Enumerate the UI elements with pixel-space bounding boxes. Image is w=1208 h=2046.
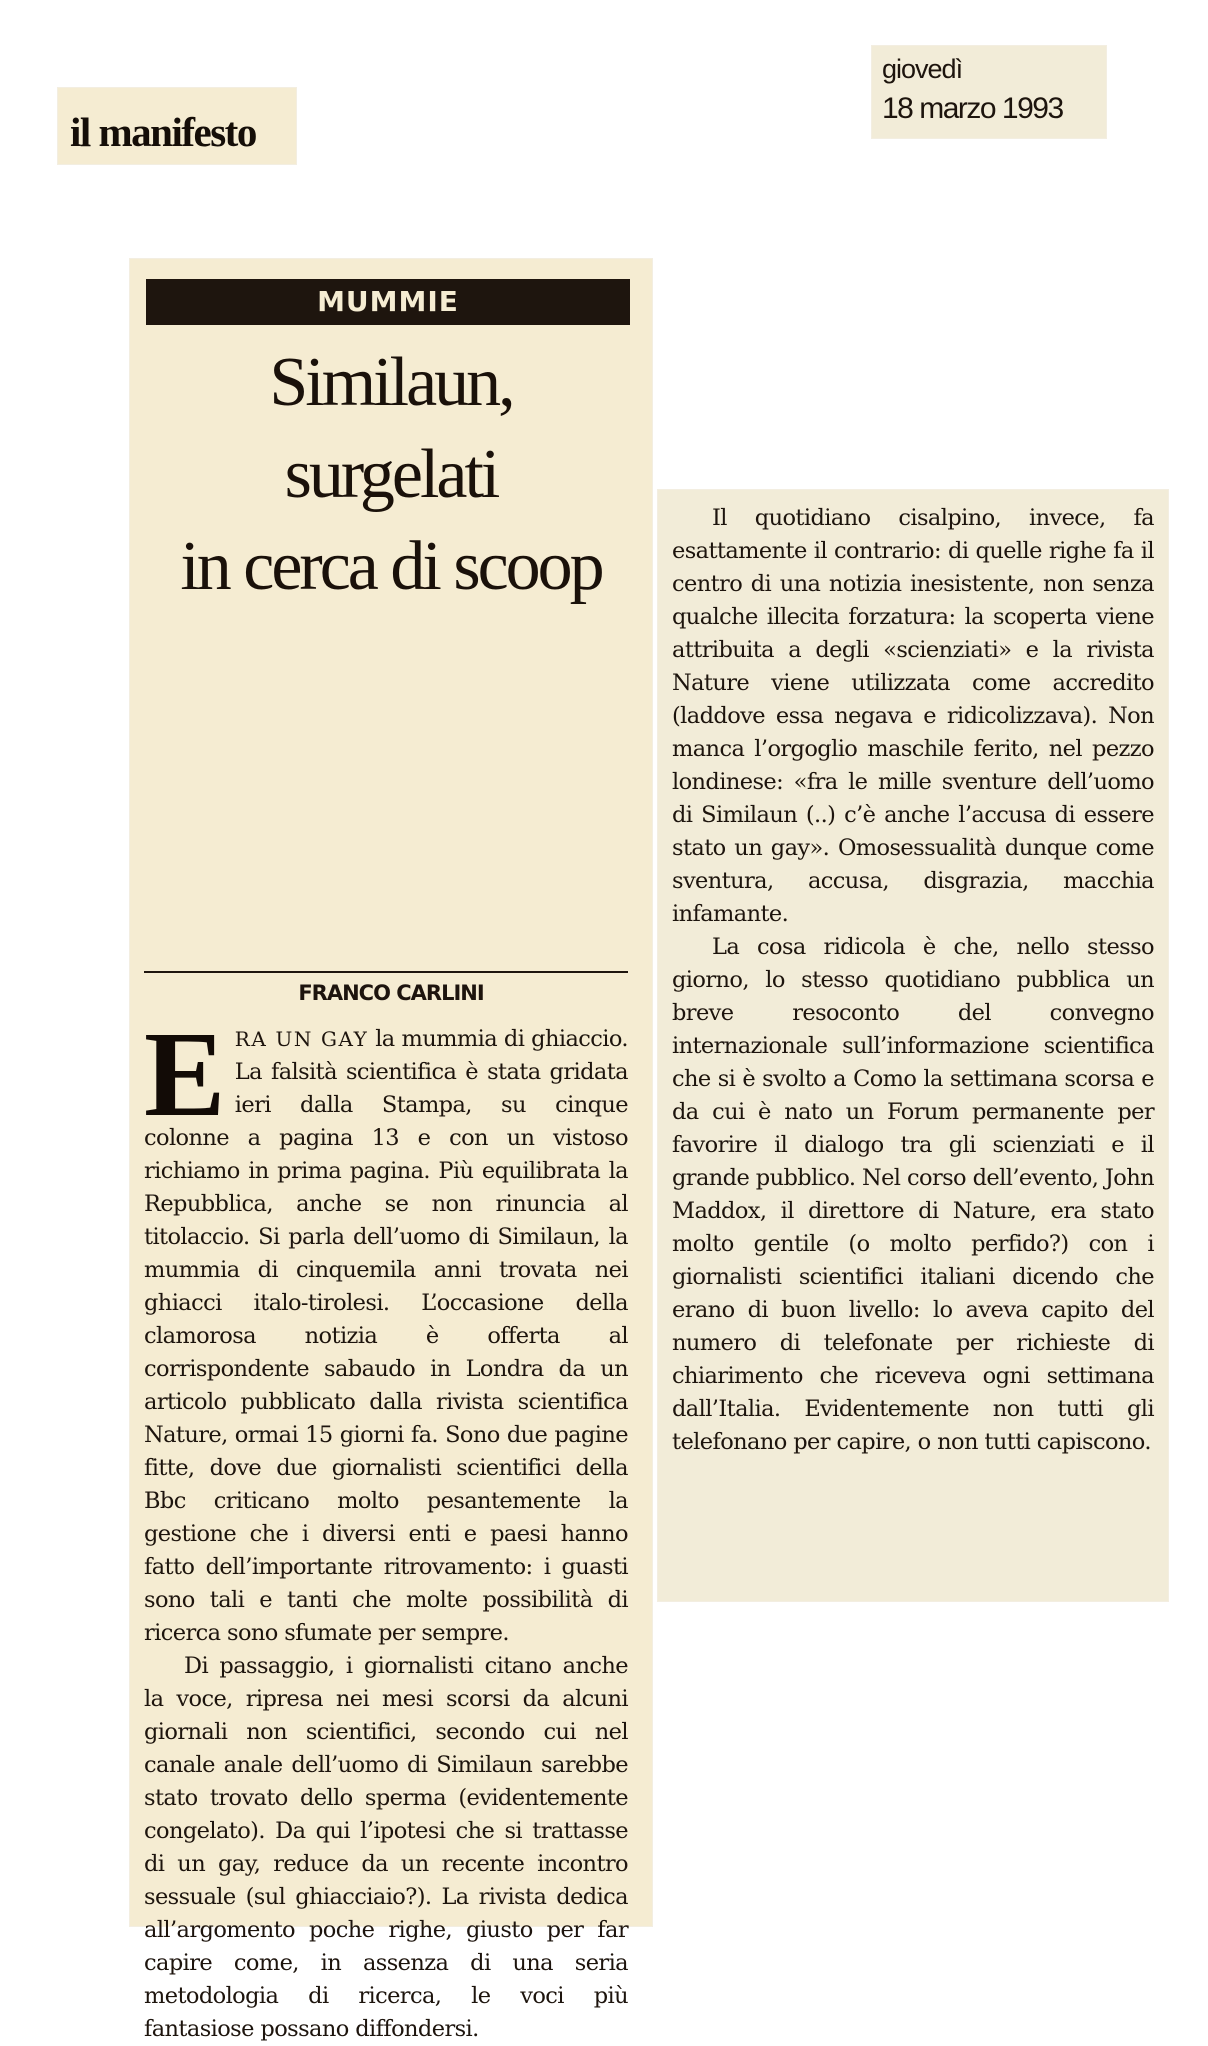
dateline-clipping (872, 46, 1106, 138)
masthead-clipping (58, 88, 296, 164)
paragraph: Di passaggio, i giornalisti citano anche la voce, ripresa nei mesi scorsi da alcuni giornali non scientifici, secondo cui nel canale anale dell’uomo di Similaun sarebbe stato trovato dello sperma (evidentemente congelato). Da qui l’ipotesi che si trattasse di un gay, reduce da un recente incontro sessuale (sul ghiacciaio?). La rivista dedica all’argomento poche righe, giusto per far capire come, in assenza di una seria metodologia di ricerca, le voci più fantasiose possano diffondersi. (144, 1653, 628, 2042)
lead-in-caps: RA UN GAY (234, 1027, 369, 1051)
section-kicker: MUMMIE (146, 279, 630, 325)
paragraph (144, 1007, 628, 1650)
publication-date: 18 marzo 1993 (882, 92, 1063, 125)
article-body-right (672, 502, 1154, 1459)
weekday: giovedì (882, 54, 963, 84)
byline-divider (144, 971, 628, 973)
paragraph: Il quotidiano cisalpino, invece, fa esattamente il contrario: di quelle righe fa il centro di una notizia inesistente, non senza qualche illecita forzatura: la scoperta viene attribuita a degli «scienziati» e la rivista Nature viene utilizzata come accredito (laddove essa negava e ridicolizzava). Non manca l’orgoglio maschile ferito, nel pezzo londinese: «fra le mille sventure dell’uomo di Similaun (..) c’è anche l’accusa di essere stato un gay». Omosessualità dunque come sventura, accusa, disgrazia, macchia infamante. (672, 505, 1154, 927)
headline (130, 337, 652, 613)
article-clipping-left (130, 259, 652, 2042)
paragraph: La cosa ridicola è che, nello stesso giorno, lo stesso quotidiano pubblica un breve resoconto del convegno internazionale sull’informazione scientifica che si è svolto a Como la settimana scorsa e da cui è nato un Forum permanente per favorire il dialogo tra gli scienziati e il grande pubblico. Nel corso dell’evento, John Maddox, il direttore di Nature, era stato molto gentile (o molto perfido?) con i giornalisti scientifici italiani dicendo che erano di buon livello: lo aveva capito del numero di telefonate per richieste di chiarimento che riceveva ogni settimana dall’Italia. Evidentemente non tutti gli telefonano per capire, o non tutti capiscono. (672, 934, 1154, 1455)
paragraph-text: la mummia di ghiaccio. La falsità scientifica è stata gridata ieri dalla Stampa, su cinque colonne a pagina 13 e con un vistoso richiamo in prima pagina. Più equilibrata la Repubblica, anche se non rinuncia al titolaccio. Si parla dell’uomo di Similaun, la mummia di cinquemila anni trovata nei ghiacci italo-tirolesi. L’occasione della clamorosa notizia è offerta al corrispondente sabaudo in Londra da un articolo pubblicato dalla rivista scientifica Nature, ormai 15 giorni fa. Sono due pagine fitte, dove due giornalisti scientifici della Bbc criticano molto pesantemente la gestione che i diversi enti e paesi hanno fatto dell’importante ritrovamento: i guasti sono tali e tanti che molte possibilità di ricerca sono sfumate per sempre. (144, 1026, 628, 1646)
headline-line: in cerca di scoop (180, 528, 602, 605)
headline-line: surgelati (284, 436, 498, 513)
byline: FRANCO CARLINI (298, 981, 484, 1005)
headline-line: Similaun, (269, 344, 513, 421)
article-body-left (144, 1007, 628, 2046)
drop-cap: E (144, 1007, 225, 1142)
article-clipping-right (658, 490, 1168, 1601)
newspaper-name: il manifesto (70, 109, 256, 155)
